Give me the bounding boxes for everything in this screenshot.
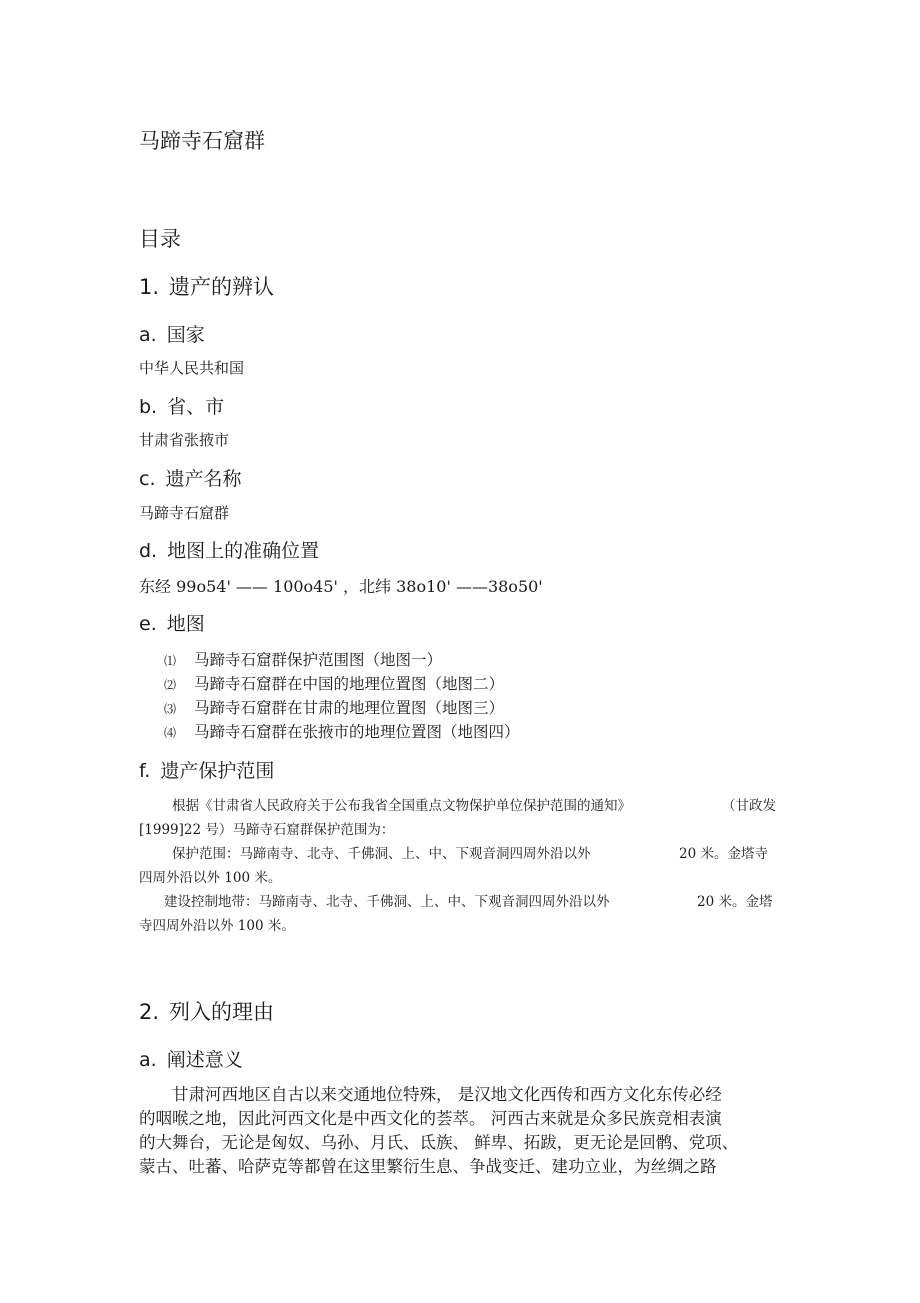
toc-heading: 目录 — [139, 227, 181, 251]
section-1-title: 遗产的辨认 — [169, 275, 275, 299]
map-item-number: ⑴ — [164, 654, 177, 668]
subsection-e-letter: e. — [139, 613, 157, 635]
coordinates-value: 东经 99o54' —— 100o45' ，北纬 38o10' ——38o50' — [139, 577, 543, 596]
document-title: 马蹄寺石窟群 — [139, 129, 265, 153]
significance-paragraph-line: 甘肃河西地区自古以来交通地位特殊， 是汉地文化西传和西方文化东传必经 — [172, 1085, 722, 1104]
subsection-2a-title: 阐述意义 — [166, 1049, 243, 1071]
subsection-f-heading — [139, 756, 274, 783]
subsection-2a-letter: a. — [139, 1049, 157, 1071]
control-zone-text: 建设控制地带：马蹄南寺、北寺、千佛洞、上、中、下观音洞四周外沿以外 — [164, 894, 610, 910]
protection-basis-text: 根据《甘肃省人民政府关于公布我省全国重点文物保护单位保护范围的通知》 — [172, 798, 631, 814]
protection-range-continued: 四周外沿以外 100 米。 — [139, 870, 282, 886]
protection-range-text: 保护范围：马蹄南寺、北寺、千佛洞、上、中、下观音洞四周外沿以外 — [172, 846, 591, 862]
protection-range-distance: 20 米。金塔寺 — [679, 846, 768, 862]
subsection-c-heading — [139, 464, 242, 491]
subsection-d-heading — [139, 536, 319, 563]
subsection-b-title: 省、市 — [167, 396, 225, 418]
subsection-c-title: 遗产名称 — [165, 468, 242, 490]
heritage-name-value: 马蹄寺石窟群 — [139, 504, 230, 522]
subsection-b-heading — [139, 392, 224, 419]
map-list-item — [164, 648, 442, 670]
subsection-b-letter: b. — [139, 396, 158, 418]
subsection-c-letter: c. — [139, 468, 156, 490]
subsection-d-title: 地图上的准确位置 — [167, 540, 320, 562]
province-city-value: 甘肃省张掖市 — [139, 431, 230, 449]
map-item-number: ⑶ — [164, 702, 177, 716]
protection-basis-doc-number: [1999]22 号）马蹄寺石窟群保护范围为： — [139, 822, 395, 838]
subsection-f-letter: f. — [139, 760, 151, 782]
significance-paragraph-line: 蒙古、吐蕃、哈萨克等都曾在这里繁衍生息、争战变迁、建功立业，为丝绸之路 — [139, 1157, 717, 1176]
section-2-title: 列入的理由 — [169, 1000, 275, 1024]
subsection-d-letter: d. — [139, 540, 158, 562]
map-item-text: 马蹄寺石窟群在张掖市的地理位置图（地图四） — [194, 723, 520, 741]
subsection-f-title: 遗产保护范围 — [160, 760, 275, 782]
subsection-e-heading — [139, 609, 205, 636]
map-list-item — [164, 720, 520, 742]
section-2-number: 2. — [139, 1000, 160, 1024]
subsection-a-letter: a. — [139, 324, 157, 346]
control-zone-distance: 20 米。金塔 — [697, 894, 773, 910]
map-list-item — [164, 696, 504, 718]
map-item-text: 马蹄寺石窟群在甘肃的地理位置图（地图三） — [194, 699, 505, 717]
significance-paragraph-line: 的咽喉之地，因此河西文化是中西文化的荟萃。 河西古来就是众多民族竞相表演 — [139, 1109, 722, 1128]
subsection-e-title: 地图 — [166, 613, 205, 635]
subsection-a-title: 国家 — [166, 324, 205, 346]
section-1-heading — [139, 271, 274, 301]
country-value: 中华人民共和国 — [139, 359, 245, 377]
map-item-text: 马蹄寺石窟群保护范围图（地图一） — [194, 651, 443, 669]
map-item-number: ⑵ — [164, 678, 177, 692]
section-2-heading — [139, 996, 274, 1026]
protection-basis-doc-ref: （甘政发 — [722, 798, 776, 814]
significance-paragraph-line: 的大舞台，无论是匈奴、乌孙、月氏、氐族、 鲜卑、拓跋，更无论是回鹘、党项、 — [139, 1133, 739, 1152]
section-1-number: 1. — [139, 275, 160, 299]
map-item-text: 马蹄寺石窟群在中国的地理位置图（地图二） — [194, 675, 505, 693]
map-item-number: ⑷ — [164, 726, 177, 740]
subsection-a-heading — [139, 320, 205, 347]
subsection-2a-heading — [139, 1045, 243, 1072]
control-zone-continued: 寺四周外沿以外 100 米。 — [139, 918, 295, 934]
map-list-item — [164, 672, 504, 694]
